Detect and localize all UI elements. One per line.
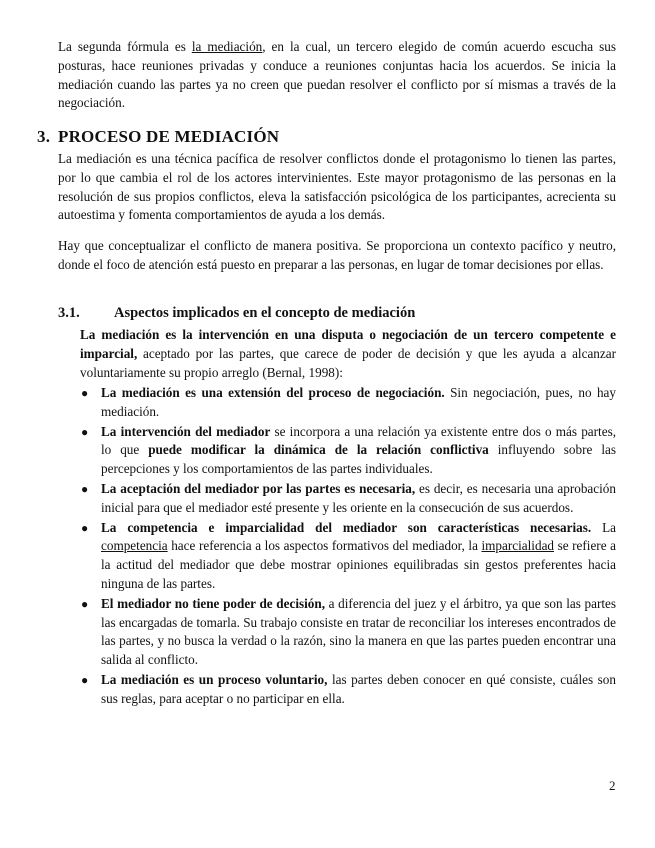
bullet-icon: ● [81,481,89,496]
subsection-heading [58,305,415,322]
bullet-icon: ● [81,424,89,439]
subsection-intro: La mediación es la intervención en una disputa o negociación de un tercero competente e imparcial, aceptado por las partes, que carece de poder de decisión y que les ayuda a alcanzar voluntariamente su propio arreglo (Bernal, 1998): [80,327,616,380]
bullet-icon: ● [81,672,89,687]
paragraph-mediacion-tecnica: La mediación es una técnica pacífica de resolver conflictos donde el protagonismo lo tienen las partes, por lo que cambia el rol de los actores intervinientes. Este mayor protagonismo de las personas en la resolución de sus propios conflictos, eleva la satisfacción psicológica de los participantes, acrecienta su autoestima y fomenta comportamientos de ayuda a los demás. [58,151,616,223]
list-item: ● La competencia e imparcialidad del mediador son características necesarias. La competencia hace referencia a los aspectos formativos del mediador, la imparcialidad se refiere a la actitud del mediador que debe mostrar opiniones equilibradas sin gestos preferentes hacia ninguna de las partes. [81,519,616,591]
underlined-term: la mediación [191,39,263,54]
section-number: 3. [37,127,51,146]
list-item: ● El mediador no tiene poder de decisión, a diferencia del juez y el árbitro, ya que son las partes las encargadas de tomarla. Su trabajo consiste en tratar de reconciliar los intereses encontrados de las partes, y no busca la verdad o la razón, sino la manera en que las partes pueden encontrar una salida al conflicto. [81,595,616,668]
subsection-number: 3.1. [58,305,80,321]
bullet-icon: ● [81,520,89,535]
list-item: ● La intervención del mediador se incorpora a una relación ya existente entre dos o más partes, lo que puede modificar la dinámica de la relación conflictiva influyendo sobre las percepciones y los comportamientos de las partes individuales. [81,423,616,477]
page-number: 2 [609,778,616,793]
list-item: ● La mediación es un proceso voluntario, las partes deben conocer en qué consiste, cuáles son sus reglas, para aceptar o no participar en ella. [81,671,616,706]
bullet-list [80,384,616,710]
paragraph-conceptualizar: Hay que conceptualizar el conflicto de manera positiva. Se proporciona un contexto pacífico y neutro, donde el foco de atención está puesto en preparar a las personas, en lugar de tomar decisiones por ellas. [58,238,616,272]
subsection-title: Aspectos implicados en el concepto de mediación [114,305,416,321]
paragraph-segunda-formula: La segunda fórmula es la mediación, en la cual, un tercero elegido de común acuerdo escucha sus posturas, hace reuniones privadas y conduce a reuniones conjuntas hacia los acuerdos. Se inicia la mediación cuando las partes ya no creen que puedan resolver el conflicto por sí mismas a través de la negociación. [58,39,616,111]
list-item: ● La mediación es una extensión del proceso de negociación. Sin negociación, pues, no hay mediación. [81,385,616,419]
section-title: PROCESO DE MEDIACIÓN [58,127,280,146]
list-item: ● La aceptación del mediador por las partes es necesaria, es decir, es necesaria una aprobación inicial para que el mediador esté presente y les oriente en la consecución de sus acuerdos. [81,480,616,515]
bullet-icon: ● [81,596,89,611]
section-heading [37,127,279,147]
bullet-icon: ● [81,386,89,400]
